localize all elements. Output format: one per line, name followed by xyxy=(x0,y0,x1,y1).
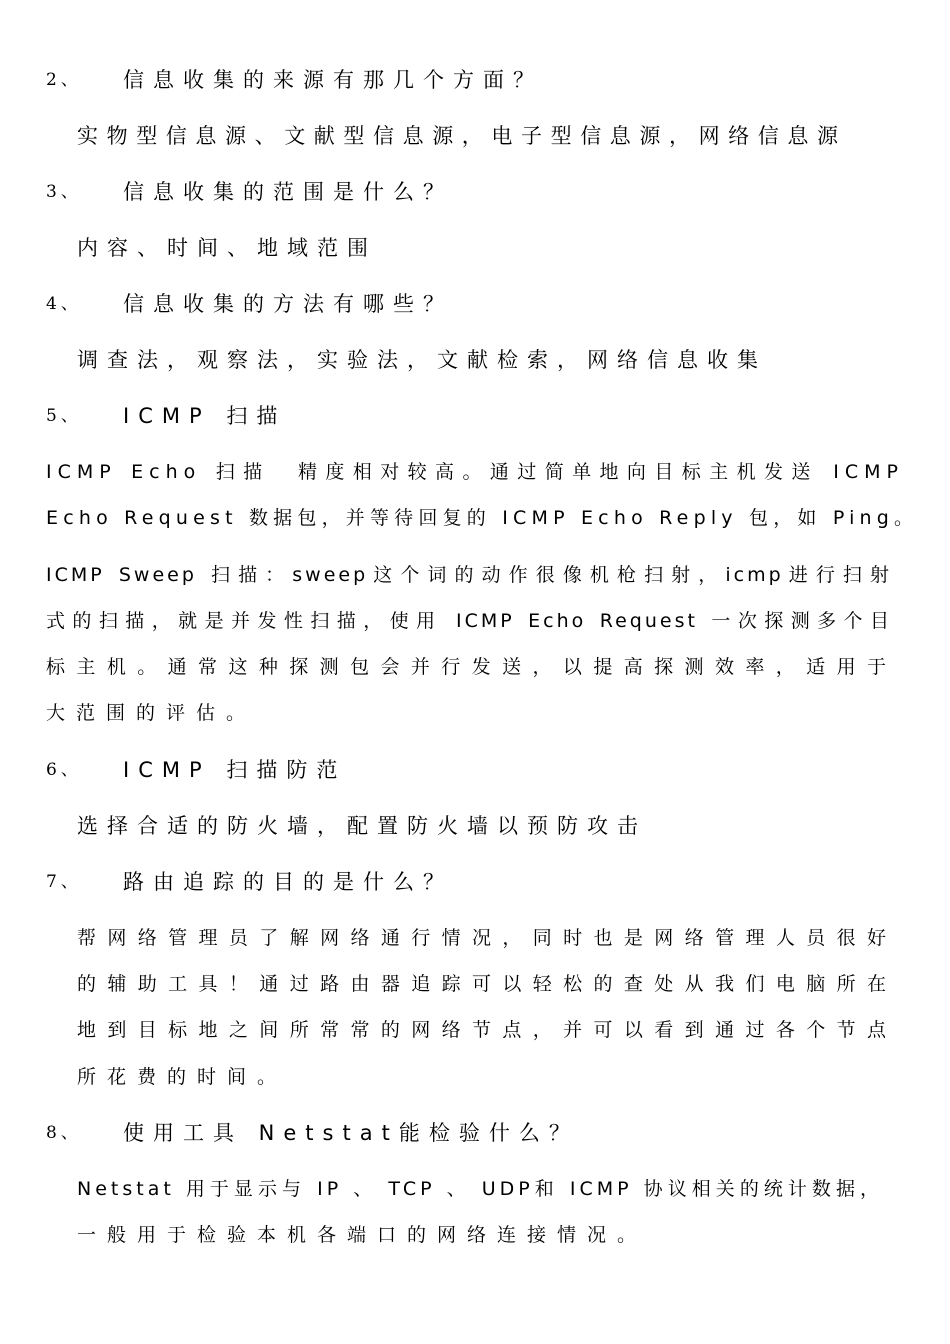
icmp-echo-line-1: ICMP Echo 扫描 精度相对较高。通过简单地向目标主机发送 ICMP xyxy=(46,461,904,483)
icmp-echo-line-2: Echo Request 数据包，并等待回复的 ICMP Echo Reply 包，如 Ping。 xyxy=(46,507,919,529)
answer-2: 实物型信息源、文献型信息源，电子型信息源，网络信息源 xyxy=(77,124,847,148)
traceroute-line-1: 帮网络管理员了解网络通行情况，同时也是网络管理人员很好 xyxy=(77,927,892,949)
item-number-3: 3、 xyxy=(46,182,82,202)
item-number-4: 4、 xyxy=(46,294,82,314)
traceroute-line-2: 的辅助工具！通过路由器追踪可以轻松的查处从我们电脑所在 xyxy=(77,973,892,995)
question-8: 使用工具 Netstat能检验什么？ xyxy=(123,1121,579,1145)
item-number-7: 7、 xyxy=(46,872,82,892)
item-number-6: 6、 xyxy=(46,760,82,780)
icmp-sweep-line-2: 式的扫描，就是并发性扫描，使用 ICMP Echo Request 一次探测多个目 xyxy=(46,610,892,632)
item-number-5: 5、 xyxy=(46,406,82,426)
answer-4: 调查法，观察法，实验法，文献检索，网络信息收集 xyxy=(77,348,767,372)
answer-3: 内容、时间、地域范围 xyxy=(77,236,377,260)
question-4: 信息收集的方法有哪些？ xyxy=(123,292,453,316)
question-6: ICMP 扫描防范 xyxy=(123,758,347,782)
question-3: 信息收集的范围是什么？ xyxy=(123,180,453,204)
icmp-sweep-line-4: 大范围的评估。 xyxy=(46,702,257,724)
question-2: 信息收集的来源有那几个方面？ xyxy=(123,68,543,92)
icmp-sweep-line-1: ICMP Sweep 扫描：sweep这个词的动作很像机枪扫射，icmp进行扫射 xyxy=(46,564,892,586)
question-7: 路由追踪的目的是什么？ xyxy=(123,870,453,894)
item-number-8: 8、 xyxy=(46,1123,82,1143)
answer-6: 选择合适的防火墙，配置防火墙以预防攻击 xyxy=(77,814,647,838)
item-number-2: 2、 xyxy=(46,70,82,90)
netstat-line-1: Netstat 用于显示与 IP 、 TCP 、 UDP和 ICMP 协议相关的统计数据， xyxy=(77,1178,883,1200)
question-5: ICMP 扫描 xyxy=(123,404,287,428)
traceroute-line-3: 地到目标地之间所常常的网络节点，并可以看到通过各个节点 xyxy=(77,1019,892,1041)
icmp-sweep-line-3: 标主机。通常这种探测包会并行发送，以提高探测效率，适用于 xyxy=(46,656,892,678)
traceroute-line-4: 所花费的时间。 xyxy=(77,1066,288,1088)
netstat-line-2: 一般用于检验本机各端口的网络连接情况。 xyxy=(77,1224,648,1246)
